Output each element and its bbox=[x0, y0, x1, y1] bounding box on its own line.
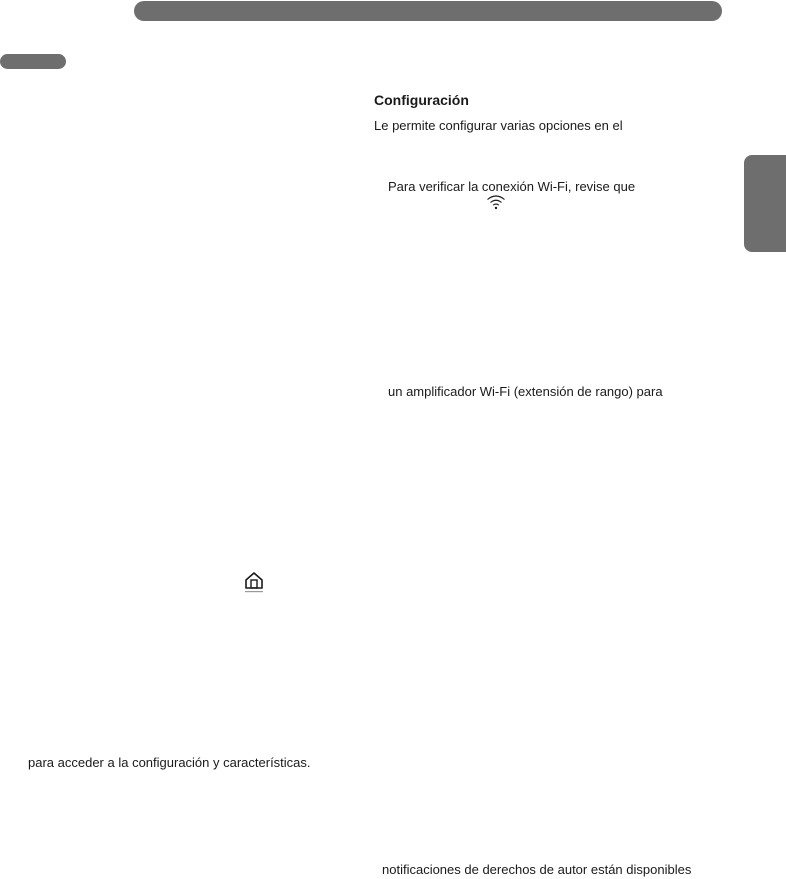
smartthings-icon bbox=[242, 570, 266, 594]
left-column-line: para acceder a la configuración y características. bbox=[28, 755, 311, 770]
wifi-note-line: Para verificar la conexión Wi-Fi, revise que bbox=[388, 179, 636, 194]
header-bar bbox=[134, 1, 722, 21]
section-heading: Configuración bbox=[374, 92, 469, 108]
extender-note-line: un amplificador Wi-Fi (extensión de rango) para bbox=[388, 384, 663, 399]
section-pill bbox=[0, 54, 66, 69]
footer-note-line: notificaciones de derechos de autor están disponibles bbox=[382, 862, 692, 877]
section-intro: Le permite configurar varias opciones en el bbox=[374, 118, 623, 133]
side-language-tab bbox=[744, 155, 786, 252]
wifi-icon bbox=[486, 194, 506, 210]
